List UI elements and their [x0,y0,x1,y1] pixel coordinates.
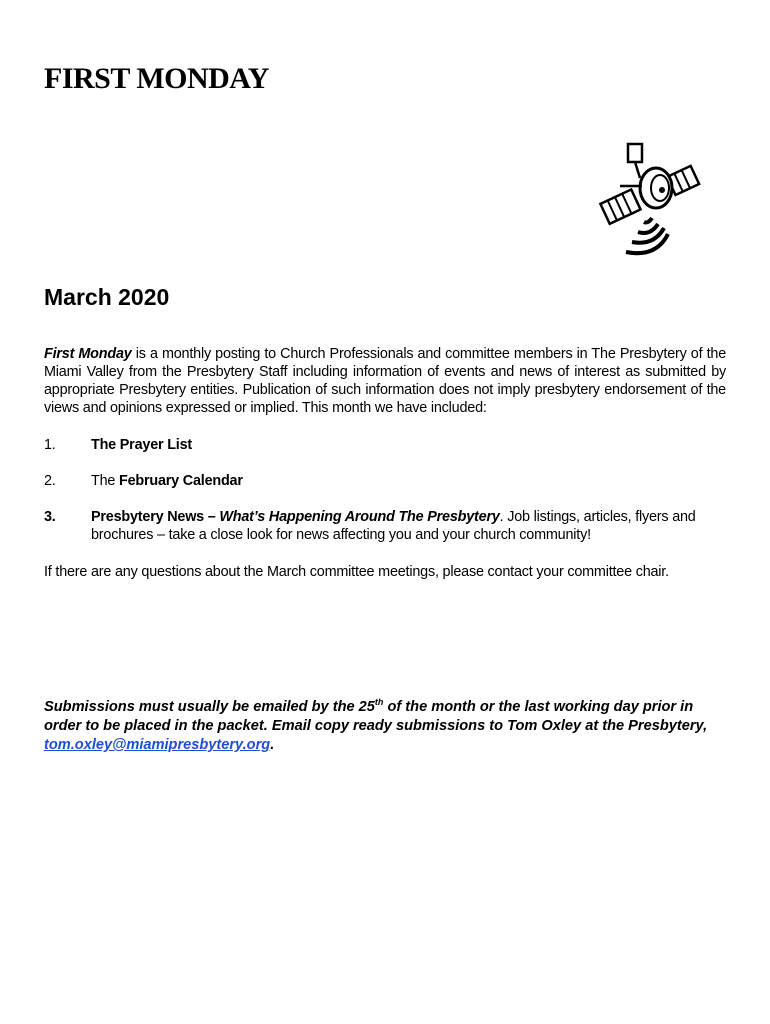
questions-note: If there are any questions about the March committee meetings, please contact your committee chair. [44,564,669,580]
intro-lead: First Monday [44,346,132,362]
list-item [44,508,726,544]
list-item-prefix: The [91,473,119,489]
submissions-superscript: th [374,697,384,708]
list-item-number: 2. [44,473,56,489]
list-item [44,436,726,454]
intro-paragraph [44,345,726,417]
submissions-end: . [270,737,275,753]
list-item [44,472,726,490]
page-title: FIRST MONDAY [44,62,269,95]
submissions-note [44,698,734,755]
intro-text: is a monthly posting to Church Professionals and committee members in The Presbytery of the Miami Valley from the Presbytery Staff including information of events and news of interest as submitted by appropriate Presbytery entities. Publication of such information does not imply presbytery endorsement of the views and opinions expressed or implied. This month we have included: [44,346,726,416]
list-item-title: February Calendar [119,473,243,489]
email-link[interactable]: tom.oxley@miamipresbytery.org [44,737,271,753]
submissions-text: Submissions must usually be emailed by the 25 [44,699,375,715]
list-item-subtitle: What’s Happening Around The Presbytery [219,509,500,525]
satellite-icon [598,140,704,266]
list-item-title: Presbytery News – [91,509,220,525]
list-item-number: 1. [44,437,56,453]
list-item-number: 3. [44,509,56,525]
submissions-text-continued: of the month or the last working day prior in order to be placed in the packet. Email copy ready submissions to Tom Oxley at the Presbytery, [44,699,708,734]
issue-month: March 2020 [44,284,170,310]
list-item-description: . Job listings, articles, flyers and brochures – take a close look for news affecting you and your church community! [91,509,696,543]
list-item-title: The Prayer List [91,437,192,453]
